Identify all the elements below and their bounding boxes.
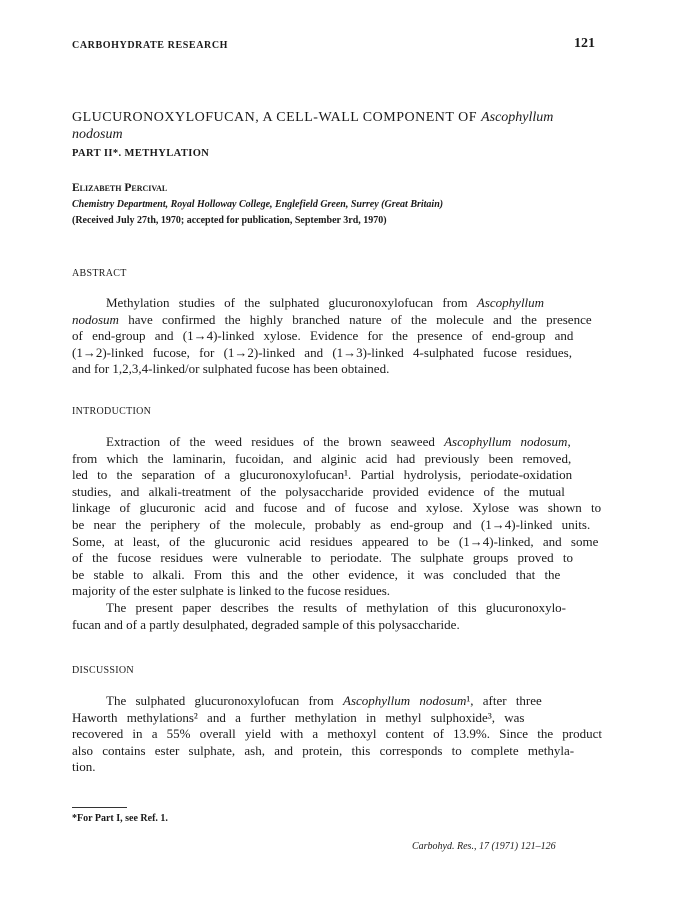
- author-affiliation: Chemistry Department, Royal Holloway College, Englefield Green, Surrey (Great Britain): [72, 199, 444, 210]
- abstract-line: nodosum have confirmed the highly branched nature of the molecule and the presence: [72, 311, 592, 327]
- title-species-genus: Ascophyllum: [481, 110, 554, 125]
- received-dates: (Received July 27th, 1970; accepted for publication, September 3rd, 1970): [72, 215, 387, 226]
- discussion-line: tion.: [72, 759, 96, 775]
- discussion-line: also contains ester sulphate, ash, and protein, this corresponds to complete methyla-: [72, 742, 575, 758]
- intro-line: fucan and of a partly desulphated, degraded sample of this polysaccharide.: [72, 616, 460, 632]
- intro-line: studies, and alkali-treatment of the polysaccharide provided evidence of the mutual: [72, 483, 565, 499]
- title-species-epithet: nodosum: [72, 127, 123, 142]
- discussion-line: The sulphated glucuronoxylofucan from Ascophyllum nodosum¹, after three: [106, 693, 542, 708]
- abstract-paragraph: [72, 295, 602, 378]
- article-title: [72, 109, 612, 143]
- abstract-heading: ABSTRACT: [72, 268, 127, 279]
- author-name: Elizabeth Percival: [72, 182, 168, 194]
- intro-line: of the fucose residues were vulnerable to periodate. The sulphate groups proved to: [72, 550, 573, 566]
- intro-line: The present paper describes the results of methylation of this glucuronoxylo-: [106, 599, 567, 615]
- footnote: *For Part I, see Ref. 1.: [72, 813, 168, 824]
- journal-name: CARBOHYDRATE RESEARCH: [72, 40, 229, 51]
- discussion-paragraph: [72, 693, 602, 776]
- intro-line: from which the laminarin, fucoidan, and alginic acid had previously been removed,: [72, 450, 572, 466]
- journal-citation: Carbohyd. Res., 17 (1971) 121–126: [412, 841, 556, 852]
- intro-line: linkage of glucuronic acid and fucose and of fucose and xylose. Xylose was shown to: [72, 500, 602, 516]
- introduction-paragraph: [72, 434, 602, 633]
- abstract-line: of end-group and (1→4)-linked xylose. Evidence for the presence of end-group and: [72, 328, 574, 344]
- article-subtitle: PART II*. METHYLATION: [72, 148, 210, 159]
- intro-line: be near the periphery of the molecule, probably as end-group and (1→4)-linked units.: [72, 516, 591, 532]
- abstract-line: (1→2)-linked fucose, for (1→2)-linked and (1→3)-linked 4-sulphated fucose residues,: [72, 344, 572, 360]
- discussion-line: recovered in a 55% overall yield with a methoxyl content of 13.9%. Since the product: [72, 726, 602, 742]
- abstract-line: and for 1,2,3,4-linked/or sulphated fucose has been obtained.: [72, 361, 390, 377]
- discussion-line: Haworth methylations² and a further methylation in methyl sulphoxide³, was: [72, 709, 525, 725]
- intro-line: majority of the ester sulphate is linked to the fucose residues.: [72, 583, 391, 599]
- introduction-heading: INTRODUCTION: [72, 406, 152, 417]
- page-number: 121: [574, 36, 595, 51]
- abstract-line: Methylation studies of the sulphated glucuronoxylofucan from Ascophyllum: [106, 295, 545, 310]
- title-main: GLUCURONOXYLOFUCAN, A CELL-WALL COMPONENT OF: [72, 110, 478, 125]
- intro-line: Extraction of the weed residues of the brown seaweed Ascophyllum nodosum,: [106, 434, 571, 449]
- intro-line: Some, at least, of the glucuronic acid residues appeared to be (1→4)-linked, and some: [72, 533, 599, 549]
- discussion-heading: DISCUSSION: [72, 665, 134, 676]
- intro-line: be stable to alkali. From this and the other evidence, it was concluded that the: [72, 566, 561, 582]
- footnote-rule: [72, 807, 127, 808]
- intro-line: led to the separation of a glucuronoxylofucan¹. Partial hydrolysis, periodate-oxidation: [72, 467, 573, 483]
